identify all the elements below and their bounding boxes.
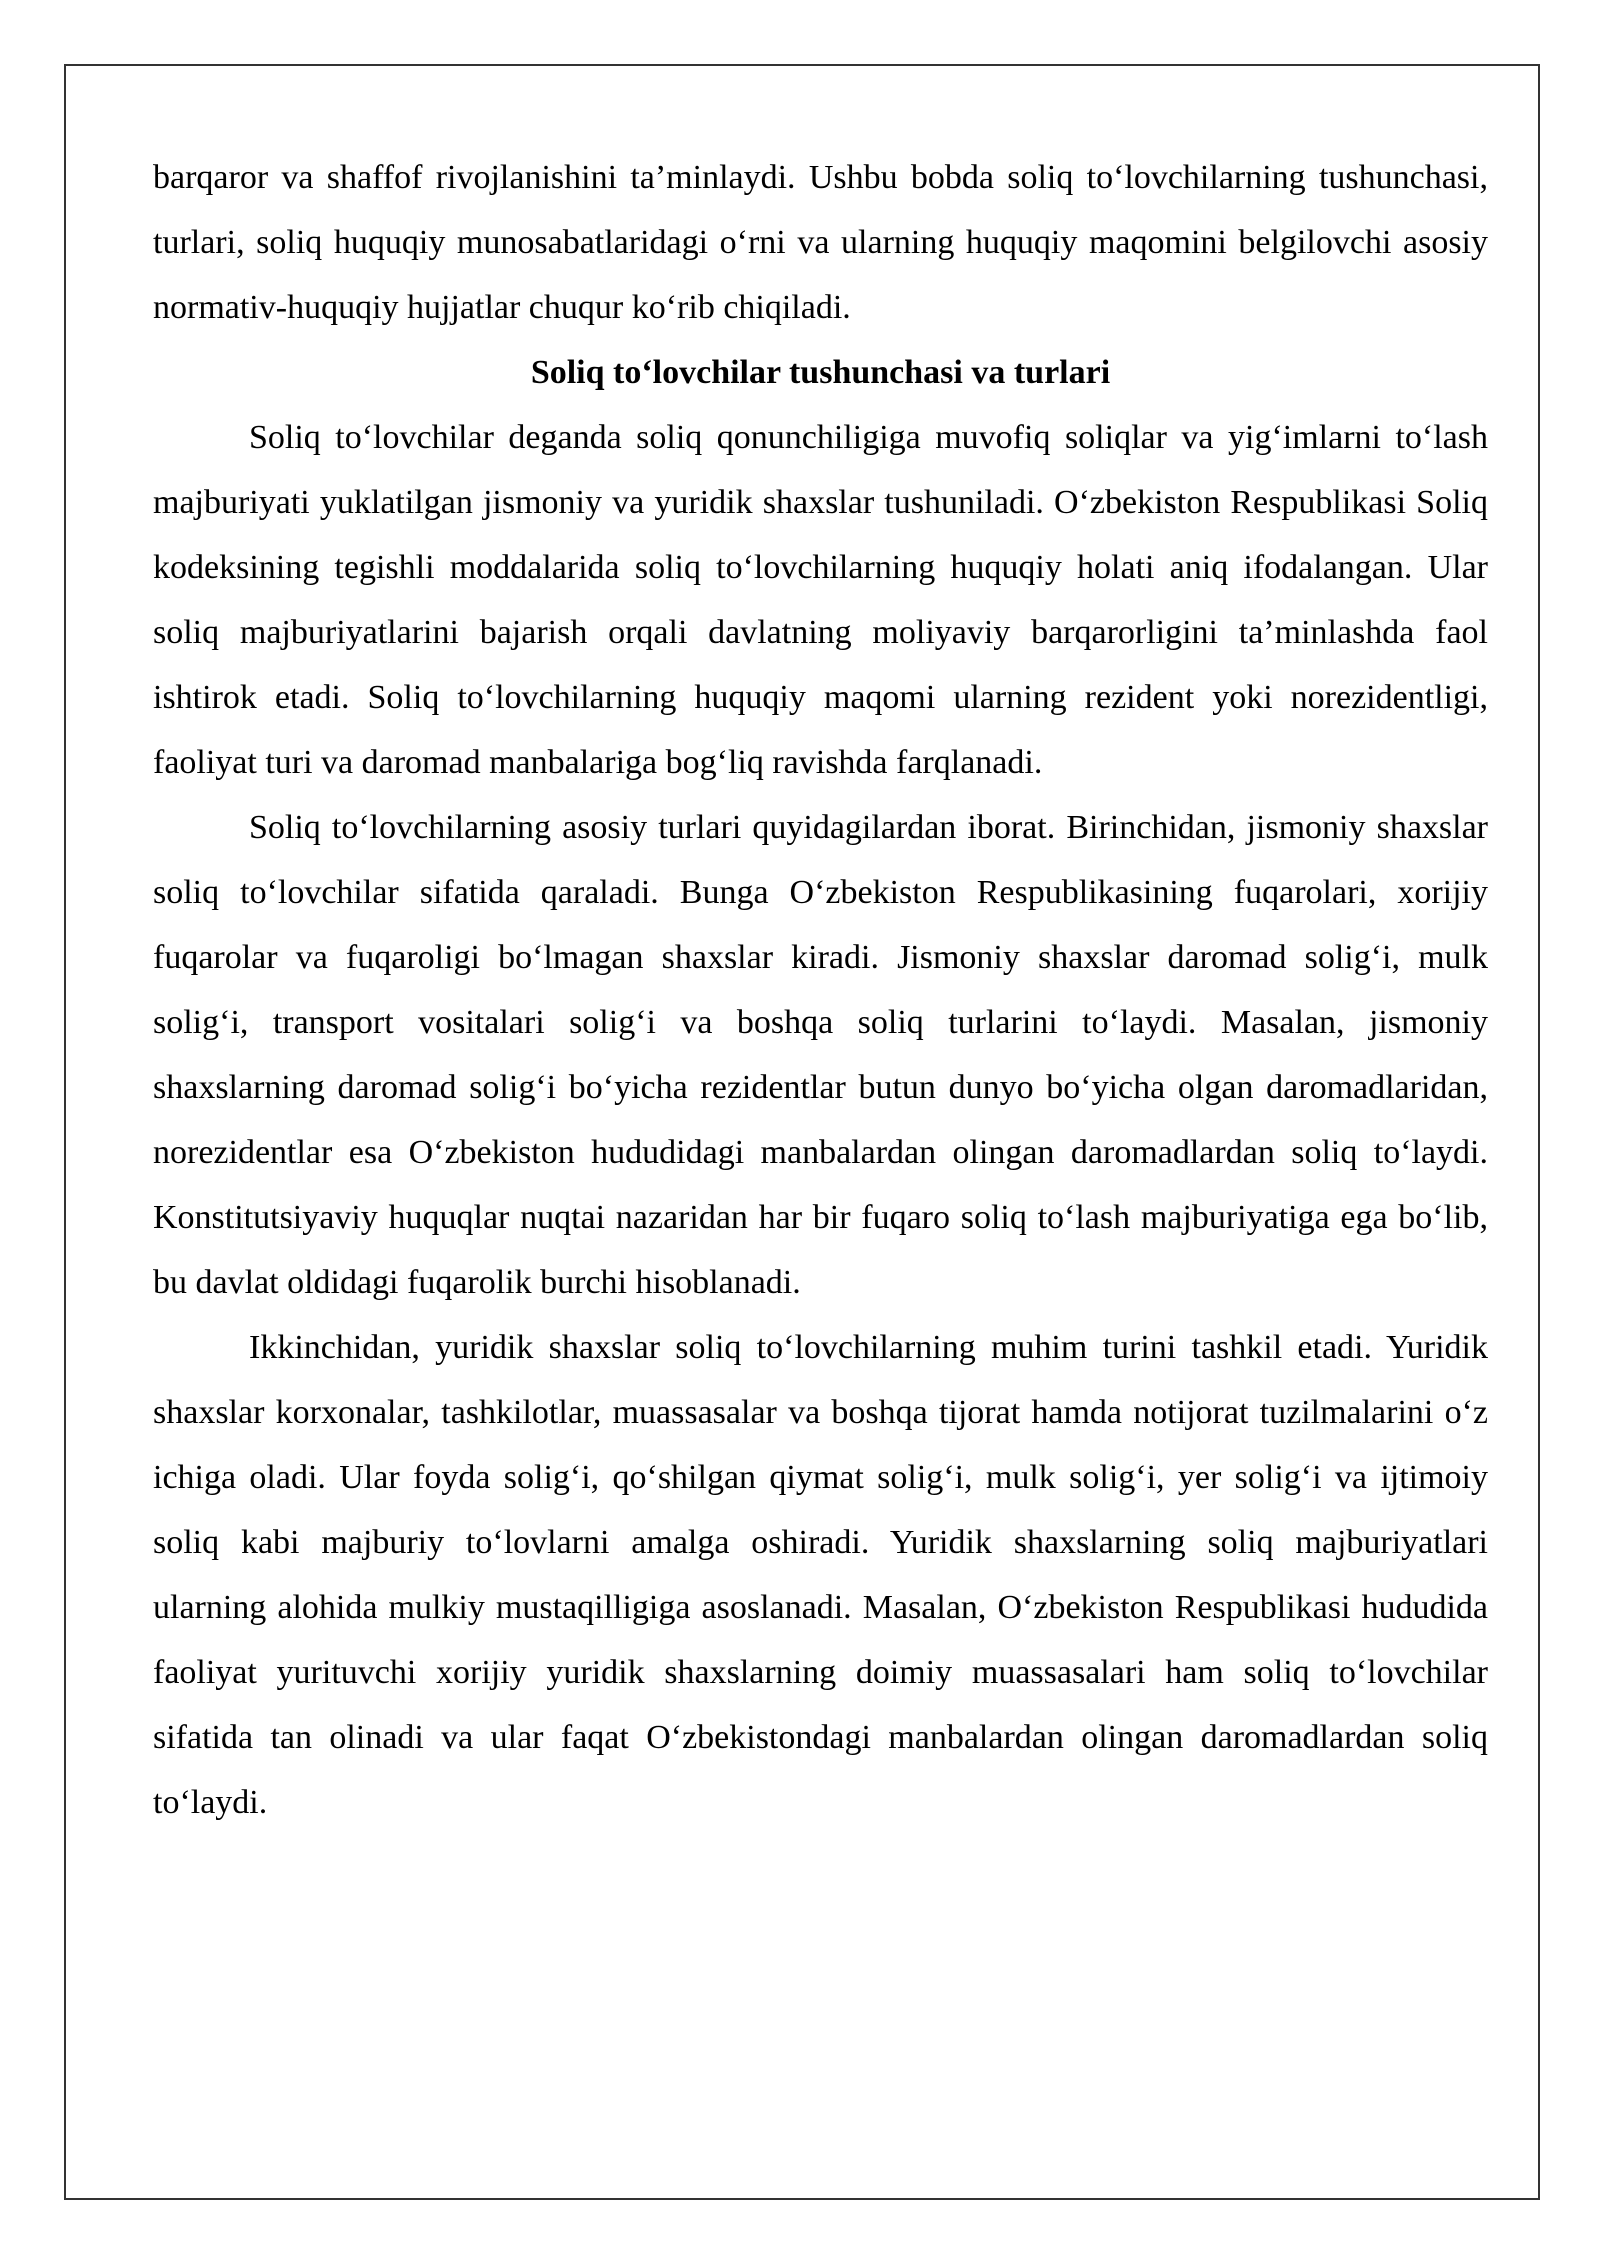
paragraph-continuation: barqaror va shaffof rivojlanishini ta’minlaydi. Ushbu bobda soliq to‘lovchilarning tushunchasi, turlari, soliq huquqiy munosabatlaridagi o‘rni va ularning huquqiy maqomini belgilovchi asosiy normativ-huquqiy hujjatlar chuqur ko‘rib chiqiladi. <box>153 159 1488 326</box>
paragraph-individuals: Soliq to‘lovchilarning asosiy turlari quyidagilardan iborat. Birinchidan, jismoniy shaxslar soliq to‘lovchilar sifatida qaraladi. Bunga O‘zbekiston Respublikasining fuqarolari, xorijiy fuqarolar va fuqaroligi bo‘lmagan shaxslar kiradi. Jismoniy shaxslar daromad solig‘i, mulk solig‘i, transport vositalari solig‘i va boshqa soliq turlarini to‘laydi. Masalan, jismoniy shaxslarning daromad solig‘i bo‘yicha rezidentlar butun dunyo bo‘yicha olgan daromadlaridan, norezidentlar esa O‘zbekiston hududidagi manbalardan olingan daromadlardan soliq to‘laydi. Konstitutsiyaviy huquqlar nuqtai nazaridan har bir fuqaro soliq to‘lash majburiyatiga ega bo‘lib, bu davlat oldidagi fuqarolik burchi hisoblanadi. <box>153 809 1488 1301</box>
paragraph-legal-entities: Ikkinchidan, yuridik shaxslar soliq to‘lovchilarning muhim turini tashkil etadi. Yuridik shaxslar korxonalar, tashkilotlar, muassasalar va boshqa tijorat hamda notijorat tuzilmalarini o‘z ichiga oladi. Ular foyda solig‘i, qo‘shilgan qiymat solig‘i, mulk solig‘i, yer solig‘i va ijtimoiy soliq kabi majburiy to‘lovlarni amalga oshiradi. Yuridik shaxslarning soliq majburiyatlari ularning alohida mulkiy mustaqilligiga asoslanadi. Masalan, O‘zbekiston Respublikasi hududida faoliyat yurituvchi xorijiy yuridik shaxslarning doimiy muassasalari ham soliq to‘lovchilar sifatida tan olinadi va ular faqat O‘zbekistondagi manbalardan olingan daromadlardan soliq to‘laydi. <box>153 1329 1488 1821</box>
document-body <box>153 145 1488 1835</box>
paragraph-definition: Soliq to‘lovchilar deganda soliq qonunchiligiga muvofiq soliqlar va yig‘imlarni to‘lash majburiyati yuklatilgan jismoniy va yuridik shaxslar tushuniladi. O‘zbekiston Respublikasi Soliq kodeksining tegishli moddalarida soliq to‘lovchilarning huquqiy holati aniq ifodalangan. Ular soliq majburiyatlarini bajarish orqali davlatning moliyaviy barqarorligini ta’minlashda faol ishtirok etadi. Soliq to‘lovchilarning huquqiy maqomi ularning rezident yoki norezidentligi, faoliyat turi va daromad manbalariga bog‘liq ravishda farqlanadi. <box>153 419 1488 781</box>
section-heading: Soliq to‘lovchilar tushunchasi va turlari <box>530 354 1111 391</box>
